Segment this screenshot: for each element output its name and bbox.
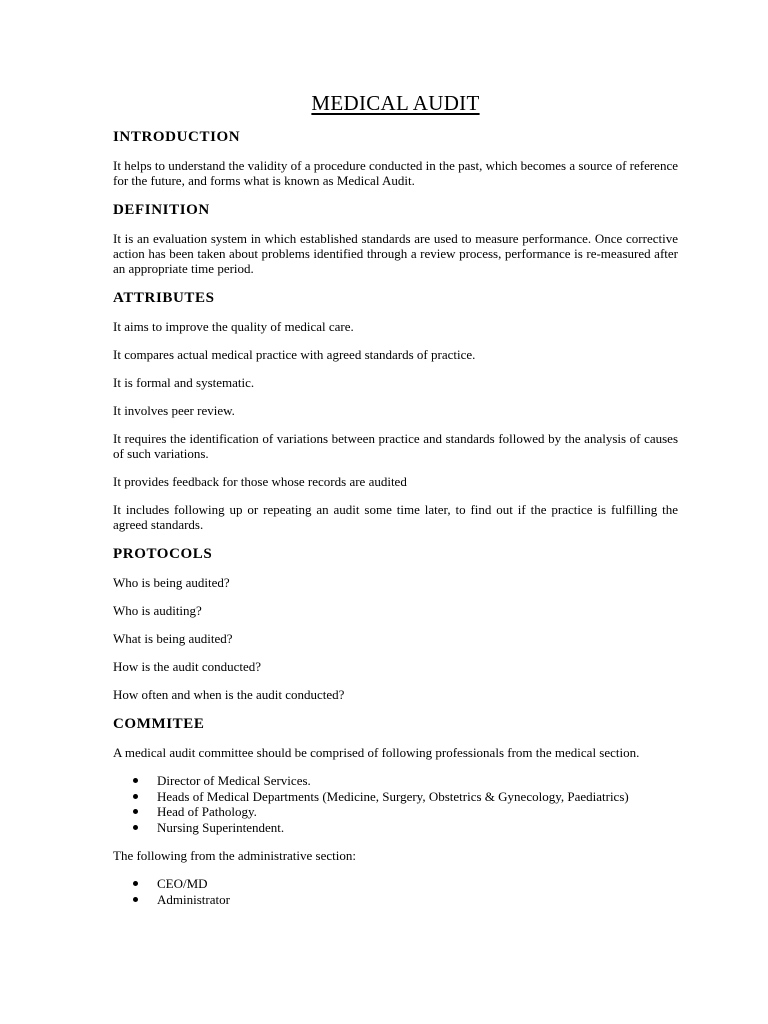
protocol-item: Who is being audited? [113,575,230,590]
list-item-text: CEO/MD [157,876,208,891]
attribute-item: It provides feedback for those whose records are audited [113,474,407,489]
list-item-text: Director of Medical Services. [157,773,311,788]
introduction-text: It helps to understand the validity of a procedure conducted in the past, which becomes a source of reference for the future, and forms what is known as Medical Audit. [113,158,678,188]
attributes-heading: ATTRIBUTES [113,290,215,306]
list-item-text: Heads of Medical Departments (Medicine, Surgery, Obstetrics & Gynecology, Paediatrics) [157,788,629,804]
definition-heading: DEFINITION [113,202,210,218]
list-item [113,804,678,820]
bullet-icon [133,897,138,902]
bullet-icon [133,881,138,886]
protocol-item: How is the audit conducted? [113,659,262,674]
introduction-heading: INTRODUCTION [113,129,241,145]
definition-text: It is an evaluation system in which established standards are used to measure performance. Once corrective action has been taken about problems identified through a review process, performance is re-measured after an appropriate time period. [113,231,678,276]
page-title: MEDICAL AUDIT [311,91,480,115]
admin-members-list [113,876,678,907]
attributes-section [113,289,678,532]
attribute-item: It includes following up or repeating an audit some time later, to find out if the practice is fulfilling the agreed standards. [113,502,678,532]
attribute-item: It aims to improve the quality of medical care. [113,319,354,334]
list-item [113,789,678,805]
medical-members-list [113,773,678,835]
list-item [113,820,678,836]
bullet-icon [133,778,138,783]
attribute-item: It involves peer review. [113,403,235,418]
protocol-item: How often and when is the audit conducted? [113,687,345,702]
protocol-item: Who is auditing? [113,603,202,618]
committee-section [113,715,678,907]
committee-intro: A medical audit committee should be comprised of following professionals from the medical section. [113,745,640,760]
committee-heading: COMMITEE [113,716,205,732]
list-item-text: Nursing Superintendent. [157,819,285,835]
definition-section [113,201,678,276]
attribute-item: It is formal and systematic. [113,375,255,390]
bullet-icon [133,825,138,830]
protocols-section [113,545,678,702]
protocol-item: What is being audited? [113,631,233,646]
list-item-text: Head of Pathology. [157,804,257,819]
protocols-heading: PROTOCOLS [113,546,213,562]
admin-intro: The following from the administrative section: [113,848,356,863]
list-item [113,773,678,789]
list-item [113,892,678,908]
attribute-item: It requires the identification of variations between practice and standards followed by the analysis of causes of such variations. [113,431,678,461]
bullet-icon [133,809,138,814]
attribute-item: It compares actual medical practice with agreed standards of practice. [113,347,476,362]
list-item-text: Administrator [157,891,230,907]
list-item [113,876,678,892]
bullet-icon [133,794,138,799]
document-page [113,88,678,920]
introduction-section [113,128,678,188]
